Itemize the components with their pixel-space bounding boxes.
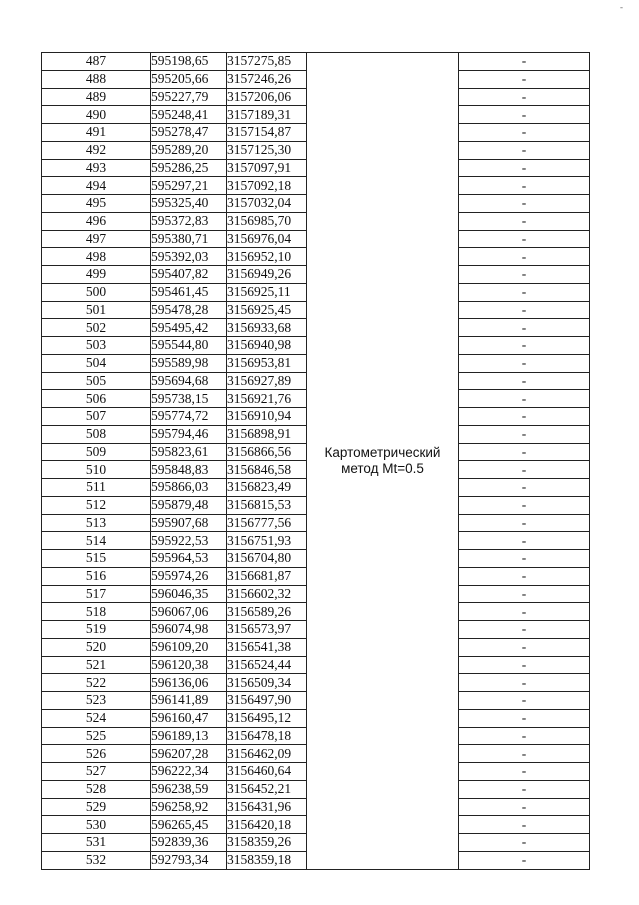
accuracy-mark: - <box>459 780 590 798</box>
coordinate-y: 3156589,26 <box>227 603 307 621</box>
coordinate-x: 595289,20 <box>151 141 227 159</box>
coordinate-x: 595866,03 <box>151 479 227 497</box>
point-number: 528 <box>42 780 151 798</box>
coordinate-y: 3156925,45 <box>227 301 307 319</box>
accuracy-mark: - <box>459 550 590 568</box>
coordinate-y: 3156509,34 <box>227 674 307 692</box>
coordinate-x: 595589,98 <box>151 354 227 372</box>
coordinate-x: 595922,53 <box>151 532 227 550</box>
point-number: 516 <box>42 567 151 585</box>
point-number: 500 <box>42 283 151 301</box>
coordinate-x: 596189,13 <box>151 727 227 745</box>
coordinate-y: 3156704,80 <box>227 550 307 568</box>
coordinate-x: 595774,72 <box>151 408 227 426</box>
accuracy-mark: - <box>459 354 590 372</box>
coordinate-x: 595848,83 <box>151 461 227 479</box>
coordinates-table-body <box>42 53 590 870</box>
accuracy-mark: - <box>459 763 590 781</box>
accuracy-mark: - <box>459 372 590 390</box>
accuracy-mark: - <box>459 567 590 585</box>
coordinate-y: 3156460,64 <box>227 763 307 781</box>
corner-mark: - <box>620 2 623 12</box>
coordinate-x: 596265,45 <box>151 816 227 834</box>
accuracy-mark: - <box>459 408 590 426</box>
coordinate-y: 3156949,26 <box>227 266 307 284</box>
coordinate-x: 595392,03 <box>151 248 227 266</box>
point-number: 530 <box>42 816 151 834</box>
accuracy-mark: - <box>459 106 590 124</box>
coordinate-y: 3156462,09 <box>227 745 307 763</box>
coordinate-y: 3156602,32 <box>227 585 307 603</box>
accuracy-mark: - <box>459 70 590 88</box>
accuracy-mark: - <box>459 745 590 763</box>
coordinate-x: 595823,61 <box>151 443 227 461</box>
point-number: 505 <box>42 372 151 390</box>
coordinate-y: 3156497,90 <box>227 692 307 710</box>
point-number: 507 <box>42 408 151 426</box>
accuracy-mark: - <box>459 461 590 479</box>
accuracy-mark: - <box>459 212 590 230</box>
accuracy-mark: - <box>459 851 590 869</box>
coordinate-y: 3156910,94 <box>227 408 307 426</box>
point-number: 506 <box>42 390 151 408</box>
point-number: 489 <box>42 88 151 106</box>
accuracy-mark: - <box>459 248 590 266</box>
coordinate-y: 3156898,91 <box>227 425 307 443</box>
point-number: 524 <box>42 709 151 727</box>
point-number: 512 <box>42 496 151 514</box>
accuracy-mark: - <box>459 319 590 337</box>
accuracy-mark: - <box>459 266 590 284</box>
coordinate-x: 596109,20 <box>151 638 227 656</box>
point-number: 503 <box>42 337 151 355</box>
coordinate-x: 595461,45 <box>151 283 227 301</box>
coordinate-x: 595198,65 <box>151 53 227 71</box>
coordinate-y: 3156541,38 <box>227 638 307 656</box>
point-number: 490 <box>42 106 151 124</box>
coordinate-x: 595248,41 <box>151 106 227 124</box>
coordinate-y: 3156846,58 <box>227 461 307 479</box>
accuracy-mark: - <box>459 621 590 639</box>
point-number: 488 <box>42 70 151 88</box>
coordinate-y: 3158359,18 <box>227 851 307 869</box>
coordinate-y: 3157032,04 <box>227 195 307 213</box>
coordinate-x: 595325,40 <box>151 195 227 213</box>
coordinate-x: 595907,68 <box>151 514 227 532</box>
coordinate-x: 595407,82 <box>151 266 227 284</box>
coordinate-y: 3157189,31 <box>227 106 307 124</box>
coordinate-x: 596120,38 <box>151 656 227 674</box>
coordinate-x: 596222,34 <box>151 763 227 781</box>
point-number: 527 <box>42 763 151 781</box>
coordinate-x: 596136,06 <box>151 674 227 692</box>
coordinate-y: 3156681,87 <box>227 567 307 585</box>
coordinate-y: 3156976,04 <box>227 230 307 248</box>
method-note <box>307 53 459 870</box>
coordinate-x: 596046,35 <box>151 585 227 603</box>
method-note-line: Картометрический <box>324 444 441 460</box>
coordinate-x: 595974,26 <box>151 567 227 585</box>
point-number: 513 <box>42 514 151 532</box>
coordinate-y: 3156452,21 <box>227 780 307 798</box>
coordinate-y: 3157154,87 <box>227 124 307 142</box>
coordinate-y: 3156953,81 <box>227 354 307 372</box>
point-number: 498 <box>42 248 151 266</box>
point-number: 511 <box>42 479 151 497</box>
coordinate-x: 595738,15 <box>151 390 227 408</box>
accuracy-mark: - <box>459 479 590 497</box>
coordinate-y: 3156940,98 <box>227 337 307 355</box>
accuracy-mark: - <box>459 674 590 692</box>
accuracy-mark: - <box>459 141 590 159</box>
point-number: 501 <box>42 301 151 319</box>
coordinate-x: 595372,83 <box>151 212 227 230</box>
point-number: 529 <box>42 798 151 816</box>
coordinate-x: 595879,48 <box>151 496 227 514</box>
accuracy-mark: - <box>459 301 590 319</box>
accuracy-mark: - <box>459 709 590 727</box>
coordinates-table <box>41 52 590 870</box>
accuracy-mark: - <box>459 230 590 248</box>
coordinate-y: 3156985,70 <box>227 212 307 230</box>
coordinate-x: 596207,28 <box>151 745 227 763</box>
accuracy-mark: - <box>459 638 590 656</box>
coordinate-y: 3157097,91 <box>227 159 307 177</box>
coordinate-y: 3156933,68 <box>227 319 307 337</box>
accuracy-mark: - <box>459 283 590 301</box>
coordinate-x: 595227,79 <box>151 88 227 106</box>
coordinate-x: 595286,25 <box>151 159 227 177</box>
point-number: 522 <box>42 674 151 692</box>
point-number: 523 <box>42 692 151 710</box>
point-number: 520 <box>42 638 151 656</box>
coordinate-y: 3157246,26 <box>227 70 307 88</box>
point-number: 487 <box>42 53 151 71</box>
point-number: 510 <box>42 461 151 479</box>
coordinate-x: 595495,42 <box>151 319 227 337</box>
coordinate-y: 3156927,89 <box>227 372 307 390</box>
coordinate-x: 596160,47 <box>151 709 227 727</box>
point-number: 526 <box>42 745 151 763</box>
accuracy-mark: - <box>459 692 590 710</box>
coordinate-y: 3157206,06 <box>227 88 307 106</box>
point-number: 521 <box>42 656 151 674</box>
accuracy-mark: - <box>459 53 590 71</box>
accuracy-mark: - <box>459 656 590 674</box>
point-number: 531 <box>42 834 151 852</box>
accuracy-mark: - <box>459 177 590 195</box>
coordinate-x: 595278,47 <box>151 124 227 142</box>
point-number: 517 <box>42 585 151 603</box>
point-number: 519 <box>42 621 151 639</box>
accuracy-mark: - <box>459 585 590 603</box>
coordinate-x: 596238,59 <box>151 780 227 798</box>
coordinate-y: 3156751,93 <box>227 532 307 550</box>
point-number: 491 <box>42 124 151 142</box>
coordinate-y: 3156573,97 <box>227 621 307 639</box>
coordinate-x: 596074,98 <box>151 621 227 639</box>
table-row <box>42 53 590 71</box>
point-number: 492 <box>42 141 151 159</box>
coordinate-x: 595205,66 <box>151 70 227 88</box>
coordinate-y: 3157275,85 <box>227 53 307 71</box>
coordinate-y: 3156431,96 <box>227 798 307 816</box>
point-number: 497 <box>42 230 151 248</box>
coordinate-x: 595380,71 <box>151 230 227 248</box>
coordinate-y: 3158359,26 <box>227 834 307 852</box>
coordinate-x: 595297,21 <box>151 177 227 195</box>
point-number: 493 <box>42 159 151 177</box>
accuracy-mark: - <box>459 390 590 408</box>
accuracy-mark: - <box>459 514 590 532</box>
point-number: 496 <box>42 212 151 230</box>
coordinate-y: 3157125,30 <box>227 141 307 159</box>
coordinate-x: 595544,80 <box>151 337 227 355</box>
point-number: 509 <box>42 443 151 461</box>
accuracy-mark: - <box>459 603 590 621</box>
coordinate-y: 3156420,18 <box>227 816 307 834</box>
coordinate-y: 3156866,56 <box>227 443 307 461</box>
coordinate-y: 3156823,49 <box>227 479 307 497</box>
point-number: 508 <box>42 425 151 443</box>
accuracy-mark: - <box>459 337 590 355</box>
coordinate-y: 3156495,12 <box>227 709 307 727</box>
accuracy-mark: - <box>459 816 590 834</box>
coordinate-x: 595964,53 <box>151 550 227 568</box>
accuracy-mark: - <box>459 727 590 745</box>
point-number: 518 <box>42 603 151 621</box>
coordinate-x: 595794,46 <box>151 425 227 443</box>
coordinate-y: 3156952,10 <box>227 248 307 266</box>
point-number: 532 <box>42 851 151 869</box>
point-number: 499 <box>42 266 151 284</box>
coordinate-x: 596141,89 <box>151 692 227 710</box>
coordinate-y: 3156524,44 <box>227 656 307 674</box>
point-number: 514 <box>42 532 151 550</box>
accuracy-mark: - <box>459 532 590 550</box>
point-number: 515 <box>42 550 151 568</box>
accuracy-mark: - <box>459 425 590 443</box>
point-number: 504 <box>42 354 151 372</box>
coordinate-x: 592793,34 <box>151 851 227 869</box>
coordinate-y: 3156478,18 <box>227 727 307 745</box>
method-note-line: метод Mt=0.5 <box>341 460 424 476</box>
accuracy-mark: - <box>459 88 590 106</box>
accuracy-mark: - <box>459 798 590 816</box>
accuracy-mark: - <box>459 159 590 177</box>
coordinate-y: 3156921,76 <box>227 390 307 408</box>
coordinate-x: 592839,36 <box>151 834 227 852</box>
point-number: 495 <box>42 195 151 213</box>
coordinate-x: 595694,68 <box>151 372 227 390</box>
coordinate-y: 3156925,11 <box>227 283 307 301</box>
point-number: 502 <box>42 319 151 337</box>
accuracy-mark: - <box>459 195 590 213</box>
coordinate-x: 595478,28 <box>151 301 227 319</box>
accuracy-mark: - <box>459 443 590 461</box>
point-number: 494 <box>42 177 151 195</box>
coordinate-y: 3156777,56 <box>227 514 307 532</box>
coordinate-y: 3156815,53 <box>227 496 307 514</box>
coordinate-x: 596258,92 <box>151 798 227 816</box>
accuracy-mark: - <box>459 496 590 514</box>
point-number: 525 <box>42 727 151 745</box>
coordinate-y: 3157092,18 <box>227 177 307 195</box>
accuracy-mark: - <box>459 124 590 142</box>
coordinate-x: 596067,06 <box>151 603 227 621</box>
accuracy-mark: - <box>459 834 590 852</box>
